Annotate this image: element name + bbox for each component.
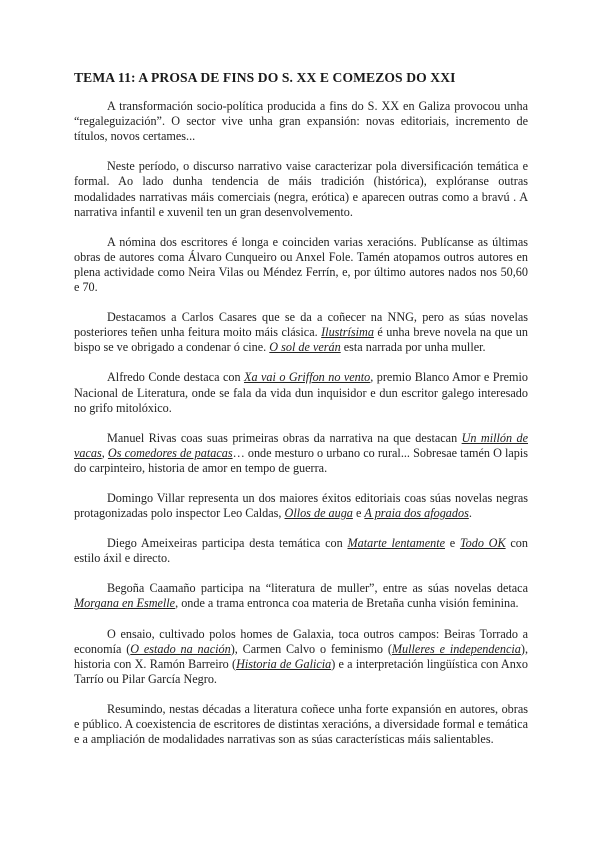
- paragraph-6: [74, 431, 528, 476]
- paragraph-text: … onde mesturo o urbano co rural... Sobresae tamén O lapis do carpinteiro, historia de amor en tempo de guerra.: [74, 445, 529, 475]
- paragraph-text: e: [445, 536, 460, 551]
- paragraph-8: [74, 536, 528, 566]
- paragraph-text: con estilo áxil e directo.: [74, 536, 528, 566]
- paragraph-text: Manuel Rivas coas suas primeiras obras da narrativa na que destacan: [107, 430, 462, 445]
- book-title: Un millón de vacas: [74, 430, 529, 460]
- paragraph-5: [74, 370, 528, 415]
- paragraph-text: Alfredo Conde destaca con: [107, 370, 244, 385]
- paragraph-4: [74, 310, 528, 355]
- paragraph-text: ,: [101, 445, 108, 460]
- paragraph-text: , premio Blanco Amor e Premio Nacional de Literatura, onde se fala da vida dun inquisidor e dun escritor galego interesado no grifo mitolóxico.: [74, 370, 528, 415]
- paragraph-text: Domingo Villar representa un dos maiores éxitos editoriais coas súas novelas negras protagonizadas polo inspector Leo Caldas,: [74, 490, 528, 521]
- paragraph-text: ), historia con X. Ramón Barreiro (: [74, 641, 529, 671]
- paragraph-text: e: [352, 506, 365, 521]
- book-title: Xa vai o Griffon no vento: [244, 370, 371, 385]
- paragraph-text: esta narrada por unha muller.: [340, 340, 486, 355]
- paragraph-text: ) e a interpretación lingüística con Anxo Tarrío ou Pilar García Negro.: [74, 656, 528, 686]
- paragraph-10: [74, 627, 528, 687]
- paragraph-text: .: [468, 506, 472, 521]
- paragraph-text: , onde a trama entronca coa materia de Bretaña cunha visión feminina.: [175, 596, 519, 611]
- document-title: TEMA 11: A PROSA DE FINS DO S. XX E COMEZOS DO XXI: [74, 70, 456, 85]
- book-title: Ollos de auga: [284, 506, 353, 521]
- book-title: Ilustrísima: [321, 325, 374, 340]
- book-title: O estado na nación: [130, 641, 231, 656]
- book-title: Matarte lentamente: [347, 536, 445, 551]
- paragraph-7: [74, 491, 528, 521]
- paragraph-11: [74, 702, 528, 747]
- paragraph-3: [74, 235, 528, 295]
- book-title: Mulleres e independencia: [391, 641, 521, 656]
- paragraph-text: O ensaio, cultivado polos homes de Galaxia, toca outros campos: Beiras Torrado a economía (: [74, 626, 528, 656]
- book-title: Morgana en Esmelle: [74, 596, 176, 611]
- paragraph-text: Begoña Caamaño participa na “literatura de muller”, entre as súas novelas detaca: [107, 581, 528, 596]
- paragraph-text: Neste período, o discurso narrativo vaise caracterizar pola diversificación temática e formal. Ao lado dunha tendencia de máis tradición (histórica), explóranse outras modalidades narrativas máis comerciais (negra, erótica) e aparecen outras como a bravú . A narrativa infantil e xuvenil ten un gran desenvolvemento.: [74, 159, 528, 219]
- paragraph-text: Resumindo, nestas décadas a literatura coñece unha forte expansión en autores, obras e público. A coexistencia de escritores de distintas xeracións, a diversidade formal e temática e a ampliación de modalidades narrativas son as súas características máis salientables.: [74, 701, 528, 747]
- paragraph-9: [74, 581, 528, 611]
- paragraph-2: [74, 159, 528, 219]
- book-title: O sol de verán: [269, 340, 341, 355]
- document-body: [74, 99, 528, 747]
- document-page: [74, 70, 528, 762]
- book-title: A praia dos afogados: [364, 506, 469, 521]
- book-title: Todo OK: [459, 536, 506, 551]
- paragraph-text: ), Carmen Calvo o feminismo (: [230, 641, 392, 656]
- paragraph-text: Destacamos a Carlos Casares que se da a coñecer na NNG, pero as súas novelas posteriores teñen unha feitura moito máis clásica.: [74, 310, 528, 340]
- book-title: Historia de Galicia: [236, 656, 332, 671]
- paragraph-text: A nómina dos escritores é longa e coinciden varias xeracións. Publícanse as últimas obras de autores coma Álvaro Cunqueiro ou Anxel Fole. Tamén atopamos outros autores en plena actividade como Neira Vilas ou Méndez Ferrín, e, por último autores nados nos 50,60 e 70.: [74, 234, 528, 295]
- paragraph-text: Diego Ameixeiras participa desta temática con: [107, 536, 348, 551]
- paragraph-1: [74, 99, 528, 144]
- book-title: Os comedores de patacas: [107, 445, 233, 460]
- paragraph-text: A transformación socio-política producida a fins do S. XX en Galiza provocou unha “regaleguización”. O sector vive unha gran expansión: novas editoriais, incremento de títulos, novos certames...: [74, 99, 528, 144]
- paragraph-text: é unha breve novela na que un bispo se ve obrigado a condenar ó cine.: [74, 325, 528, 355]
